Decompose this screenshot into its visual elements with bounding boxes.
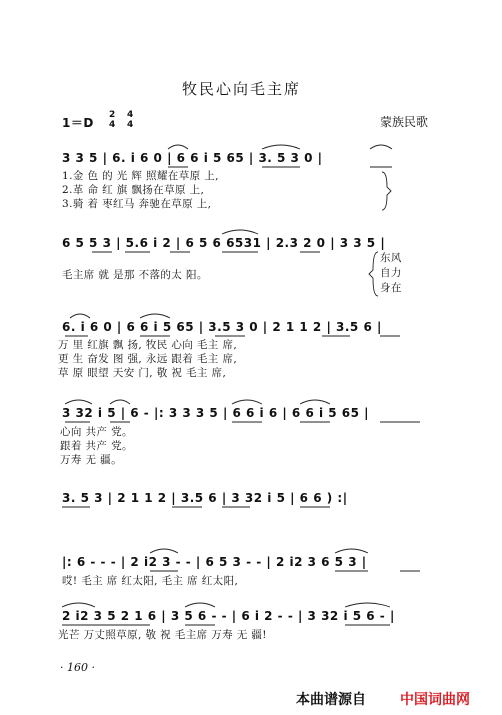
slur-arc xyxy=(65,400,92,404)
lyric-line-4-2: 跟着 共产 党。 xyxy=(60,440,133,452)
lyric-line-1-1: 1.金 色 的 光 辉 照耀在草原 上, xyxy=(62,170,219,182)
lyric-line-4-3: 万寿 无 疆。 xyxy=(60,454,122,466)
slur-arc xyxy=(222,230,258,234)
side-lyric-3: 身在 xyxy=(380,282,402,294)
slur-arc xyxy=(370,145,392,149)
footer-source-label: 本曲谱源自 xyxy=(296,692,366,708)
song-genre: 蒙族民歌 xyxy=(380,115,429,129)
slur-arc xyxy=(185,603,215,607)
slur-arc xyxy=(300,400,330,404)
lyric-line-1-2: 2.革 命 红 旗 飘扬在草原 上, xyxy=(62,184,205,196)
lyric-line-3-2: 更 生 奋发 图 强, 永远 跟着 毛主 席, xyxy=(58,353,238,365)
slur-arc xyxy=(140,314,170,318)
time-signature-4-4: 4 4 xyxy=(127,110,134,130)
slur-arc xyxy=(62,603,95,607)
notation-line-6: |: 6 - - - | 2 i2 3 - - | 6 5 3 - - | 2 i2 3 6 5 3 | xyxy=(62,555,367,569)
notation-line-2: 6 5 5 3 | 5.6 i 2 | 6 5 6 6531 | 2.3 2 0 | 3 3 5 | xyxy=(62,236,386,250)
slur-arc xyxy=(232,400,262,404)
notation-line-3: 6. i 6 0 | 6 6 i 5 65 | 3.5 3 0 | 2 1 1 2 | 3.5 6 | xyxy=(62,320,382,334)
notation-line-5: 3. 5 3 | 2 1 1 2 | 3.5 6 | 3 32 i 5 | 6 6 ) :| xyxy=(62,491,348,505)
lyric-line-4-1: 心向 共产 党。 xyxy=(60,426,133,438)
notation-line-7: 2 i2 3 5 2 1 6 | 3 5 6 - - | 6 i 2 - - | 3 32 i 5 6 - | xyxy=(62,609,395,623)
side-lyric-brace xyxy=(369,252,378,296)
slur-arc xyxy=(70,314,90,318)
slur-arc xyxy=(262,145,300,149)
lyric-line-1-3: 3.骑 着 枣红马 奔驰在草原 上, xyxy=(62,198,212,210)
page-number: · 160 · xyxy=(60,661,95,674)
slur-arc xyxy=(110,400,130,404)
slur-arc xyxy=(335,549,368,553)
side-lyric-1: 东风 xyxy=(380,252,402,264)
lyric-line-3-1: 万 里 红旗 飘 扬, 牧民 心向 毛主 席, xyxy=(58,339,238,351)
slur-arc xyxy=(150,549,178,553)
lyric-line-2-1: 毛主席 就 是那 不落的太 阳。 xyxy=(62,269,208,281)
slur-arc xyxy=(168,145,188,149)
footer-site-name: 中国词曲网 xyxy=(400,692,470,708)
slur-arc xyxy=(345,603,390,607)
notation-line-4: 3 32 i 5 | 6 - |: 3 3 3 5 | 6 6 i 6 | 6 6 i 5 65 | xyxy=(62,406,370,420)
time-signature-2-4: 2 4 xyxy=(109,110,116,130)
key-signature: 1＝D xyxy=(62,116,94,130)
lyric-line-6-1: 哎! 毛主 席 红太阳, 毛主 席 红太阳, xyxy=(62,575,239,587)
lyric-line-7-1: 光芒 万丈照草原, 敬 祝 毛主席 万寿 无 疆! xyxy=(58,629,267,641)
notation-line-1: 3 3 5 | 6. i 6 0 | 6 6 i 5 65 | 3. 5 3 0 | xyxy=(62,151,323,165)
lyric-brace xyxy=(382,172,391,210)
lyric-line-3-3: 草 原 眼望 天安 门, 敬 祝 毛主 席, xyxy=(58,367,227,379)
side-lyric-2: 自力 xyxy=(380,267,402,279)
song-title: 牧民心向毛主席 xyxy=(182,80,302,98)
